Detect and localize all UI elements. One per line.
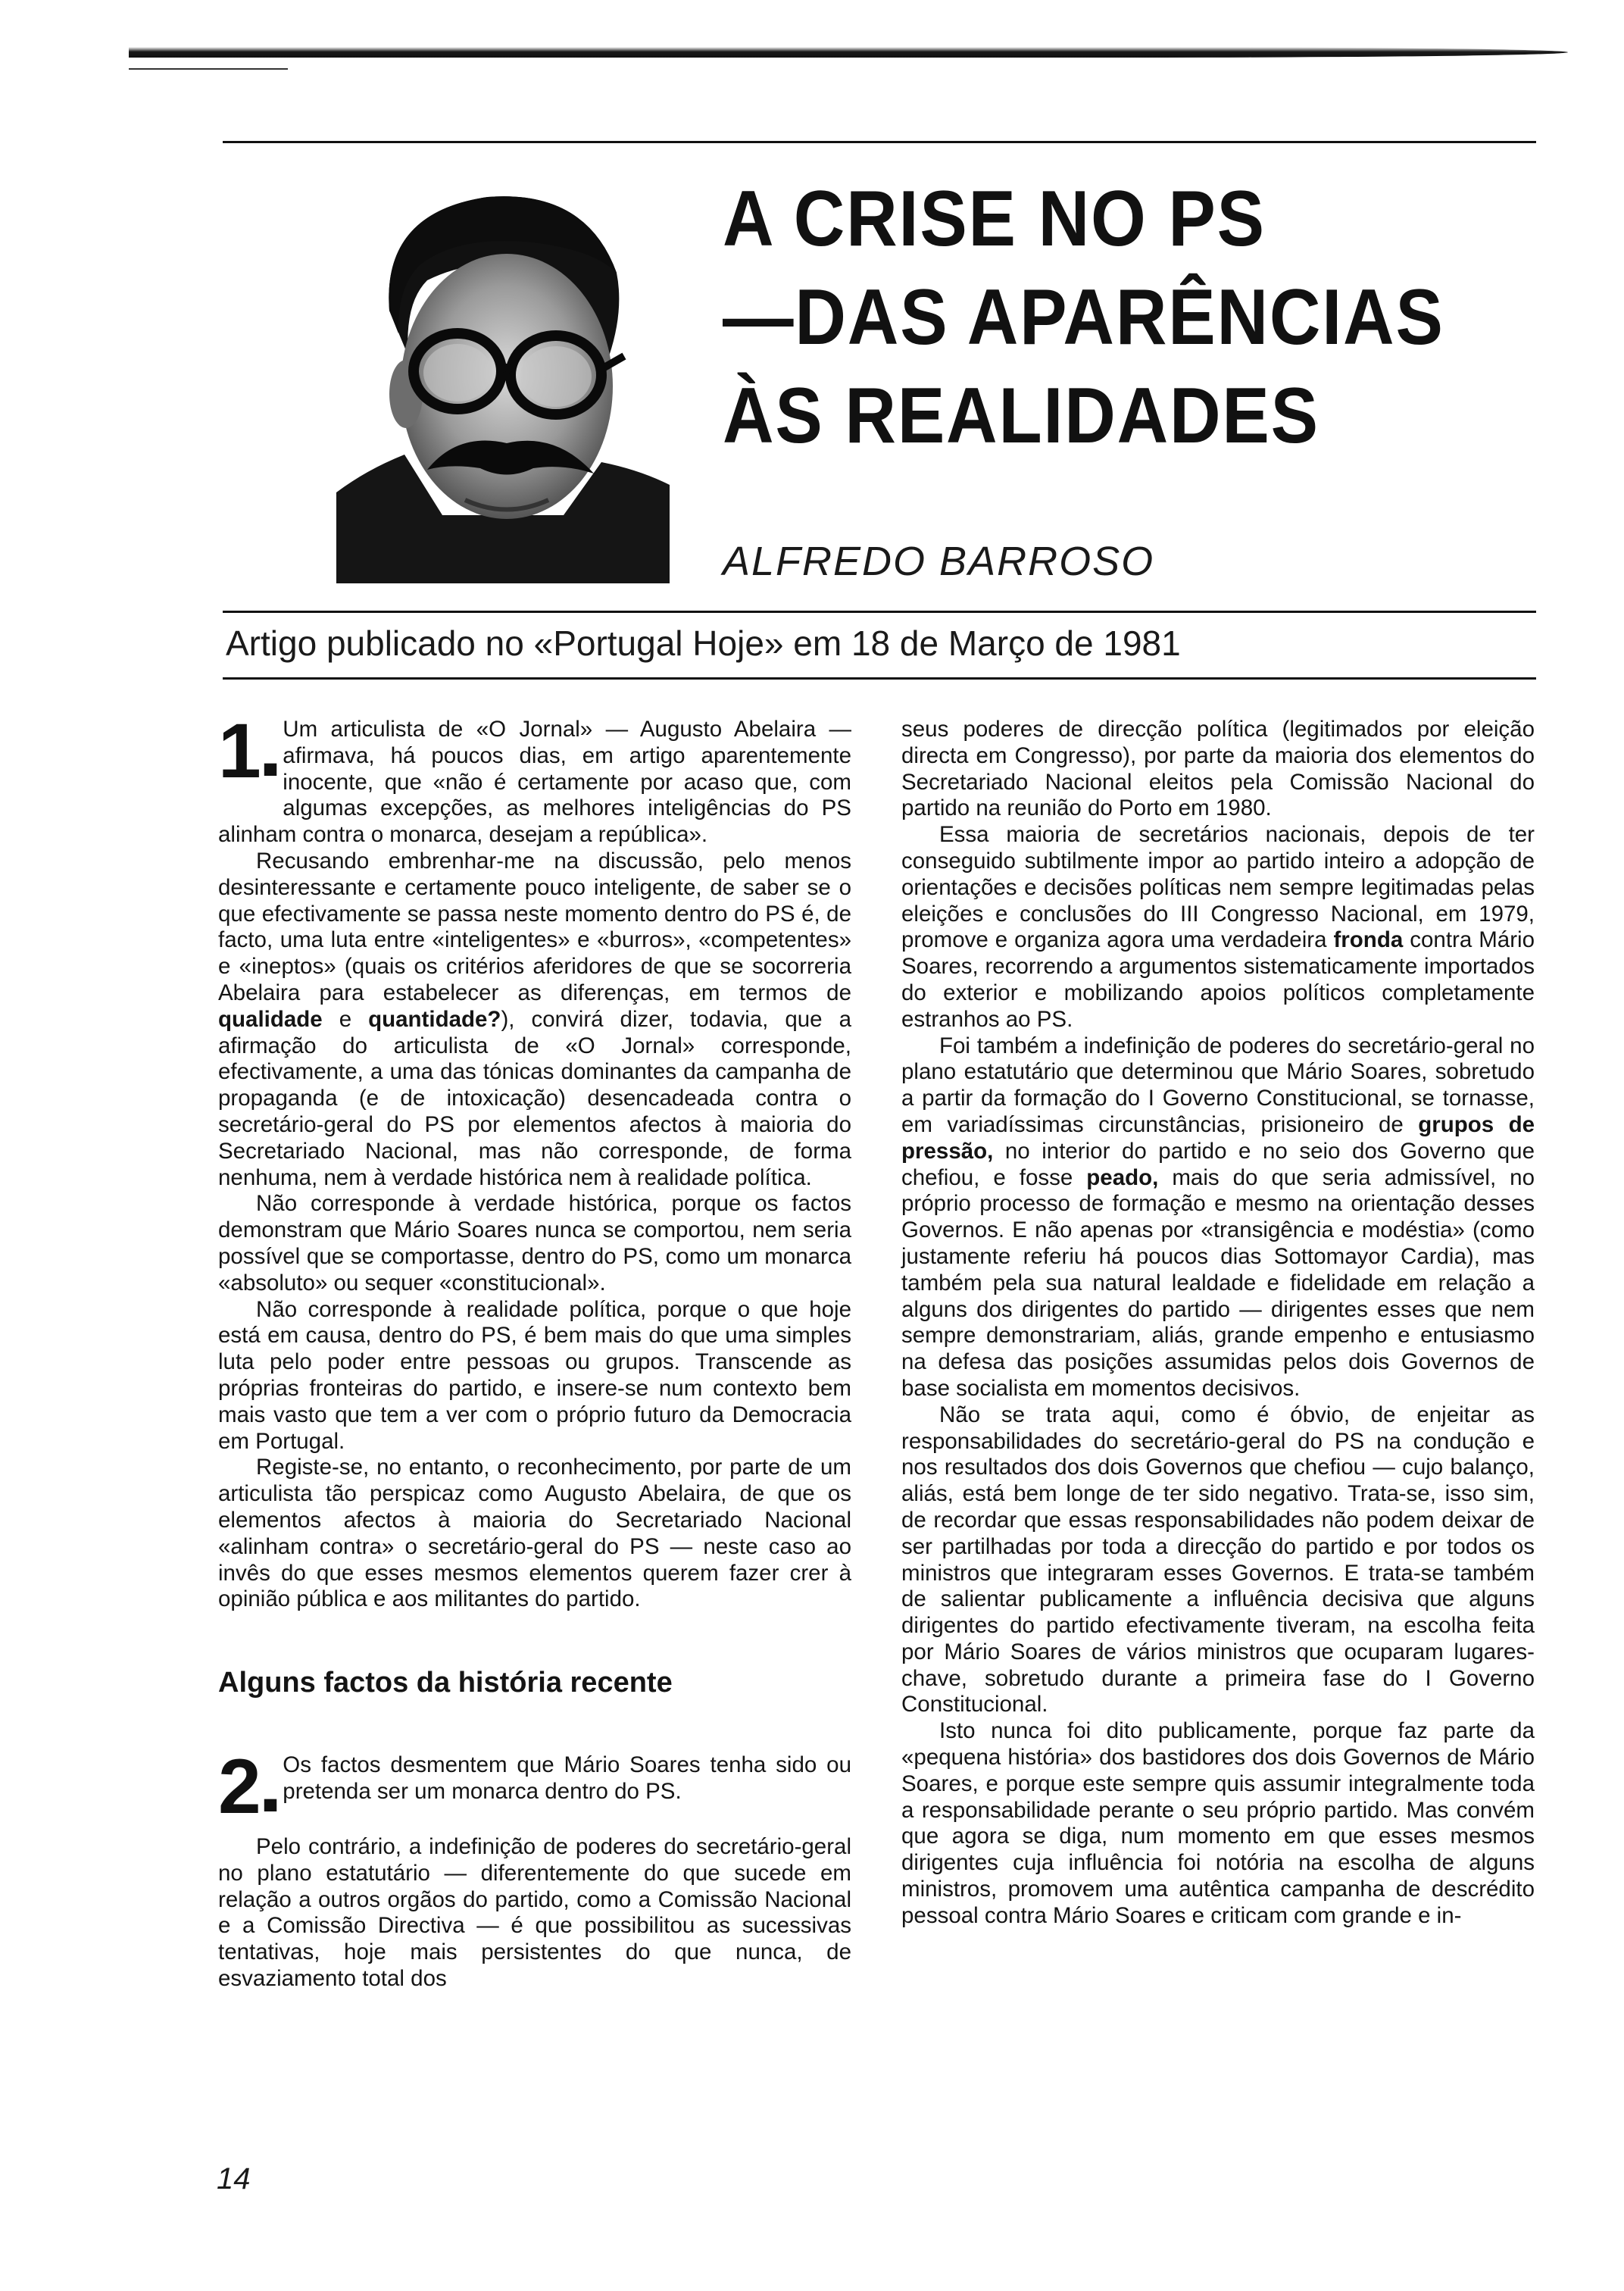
section-1 — [218, 717, 851, 849]
top-decorative-rule — [129, 47, 1568, 58]
paragraph: Recusando embrenhar-me na discussão, pelo menos desinteressante e certamente pouco inteligente, de saber se o que efectivamente se passa neste momento dentro do PS é, de facto, uma luta entre «inteligentes» e «burros», «competentes» e «ineptos» (quais os critérios aferidores de que se socorreria Abelaira para estabelecer as diferenças, em termos de qualidade e quantidade?), convirá dizer, todavia, que a afirmação do articulista de «O Jornal» corresponde, efectivamente, a uma das tónicas dominantes da campanha de propaganda (e de intoxicação) desencadeada contra o secretário-geral do PS por elementos afectos à maioria do Secretariado Nacional, mas não corresponde, de forma nenhuma, nem à verdade histórica nem à realidade política. — [218, 848, 851, 1190]
paragraph: Registe-se, no entanto, o reconhecimento, por parte de um articulista tão perspicaz como Augusto Abelaira, de que os elementos afectos à maioria do Secretariado Nacional «alinham contra» o secretário-geral do PS — neste caso ao invês do que esses mesmos elementos querem fazer crer à opinião pública e aos militantes do partido. — [218, 1455, 851, 1612]
paragraph: Pelo contrário, a indefinição de poderes do secretário-geral no plano estatutário — diferentemente do que sucede em relação a outros orgãos do partido, como a Comissão Nacional e a Comissão Directiva — é que possibilitou as sucessivas tentativas, hoje mais persistentes do que nunca, de esvaziamento total dos — [218, 1834, 851, 1992]
paragraph: Não se trata aqui, como é óbvio, de enjeitar as responsabilidades do secretário-geral do PS na condução e nos resultados dos dois Governos que chefiou — cujo balanço, aliás, está bem longe de ter sido negativo. Trata-se, isso sim, de recordar que essas responsabilidades não podem deixar de ser partilhadas por toda a direcção do partido e por todos os ministros que integraram esses Governos. E trata-se também de salientar publicamente a influência decisiva que alguns dirigentes do partido efectivamente tiveram, na escolha feita por Mário Soares de vários ministros que ocuparam lugares-chave, sobretudo durante a primeira fase do I Governo Constitucional. — [901, 1402, 1535, 1717]
section-2 — [218, 1752, 851, 1834]
top-decorative-rule-thin — [129, 68, 288, 70]
page-number: 14 — [217, 2162, 251, 2196]
author-portrait — [336, 182, 670, 583]
paragraph: Foi também a indefinição de poderes do secretário-geral no plano estatutário que determinou que Mário Soares, sobretudo a partir da formação do I Governo Constitucional, se tornasse, em variadíssimas circunstâncias, prisioneiro de grupos de pressão, no interior do partido e no seio dos Governo que chefiou, e fosse peado, mais do que seria admissível, no próprio processo de formação e mesmo na orientação desses Governos. E não apenas por «transigência e modéstia» (como justamente referiu há poucos dias Sottomayor Cardia), mas também pela sua natural lealdade e fidelidade em relação a alguns dos dirigentes do partido — dirigentes esses que nem sempre demonstrariam, aliás, grande empenho e entusiasmo na defesa das posições assumidas pelos dois Governos de base socialista em momentos decisivos. — [901, 1033, 1535, 1401]
paragraph: Não corresponde à verdade histórica, porque os factos demonstram que Mário Soares nunca se comportou, nem seria possível que se comportasse, dentro do PS, como um monarca «absoluto» ou sequer «constitucional». — [218, 1191, 851, 1296]
paragraph: Isto nunca foi dito publicamente, porque faz parte da «pequena história» dos bastidores dos dois Governos de Mário Soares, e porque este sempre quis assumir integralmente toda a responsabilidade perante o seu próprio partido. Mas convém que agora se diga, num momento em que esses mesmos dirigentes cuja influência foi notória na escolha de alguns ministros, promovem uma autêntica campanha de descrédito pessoal contra Mário Soares e criticam com grande e in- — [901, 1718, 1535, 1928]
paragraph: Não corresponde à realidade política, porque o que hoje está em causa, dentro do PS, é bem mais do que uma simples luta pelo poder entre pessoas ou grupos. Transcende as próprias fronteiras do partido, e insere-se num contexto bem mais vasto que tem a ver com o próprio futuro da Democracia em Portugal. — [218, 1296, 851, 1454]
right-column — [901, 717, 1535, 1930]
headline-line-2: —DAS APARÊNCIAS — [723, 273, 1444, 361]
section-number: 2■ — [218, 1752, 279, 1830]
header-rule-mid — [223, 611, 1536, 613]
left-column — [218, 717, 851, 1993]
headline — [723, 170, 1473, 465]
headline-line-1: A CRISE NO PS — [723, 175, 1266, 263]
publication-note: Artigo publicado no «Portugal Hoje» em 18 de Março de 1981 — [226, 624, 1181, 663]
section-subheading: Alguns factos da história recente — [218, 1667, 673, 1699]
paragraph: Os factos desmentem que Mário Soares tenha sido ou pretenda ser um monarca dentro do PS. — [283, 1752, 851, 1804]
author-name: ALFREDO BARROSO — [723, 539, 1155, 584]
paragraph: Essa maioria de secretários nacionais, depois de ter conseguido subtilmente impor ao partido inteiro a adopção de orientações e decisões políticas nem sempre legitimadas pelas eleições e conclusões do III Congresso Nacional, em 1979, promove e organiza agora uma verdadeira fronda contra Mário Soares, recorrendo a argumentos sistematicamente importados do exterior e mobilizando apoios políticos completamente estranhos ao PS. — [901, 822, 1535, 1032]
header-rule-top — [223, 141, 1536, 143]
paragraph: seus poderes de direcção política (legitimados por eleição directa em Congresso), por parte da maioria dos elementos do Secretariado Nacional eleitos pela Comissão Nacional do partido na reunião do Porto em 1980. — [901, 717, 1535, 821]
headline-line-3: ÀS REALIDADES — [723, 372, 1320, 460]
header-rule-bottom — [223, 677, 1536, 680]
paragraph: Um articulista de «O Jornal» — Augusto Abelaira — afirmava, há poucos dias, em artigo aparentemente inocente, que «não é certamente por acaso que, com algumas excepções, as melhores inteligências do PS alinham contra o monarca, desejam a república». — [218, 717, 851, 848]
section-number: 1■ — [218, 717, 279, 794]
